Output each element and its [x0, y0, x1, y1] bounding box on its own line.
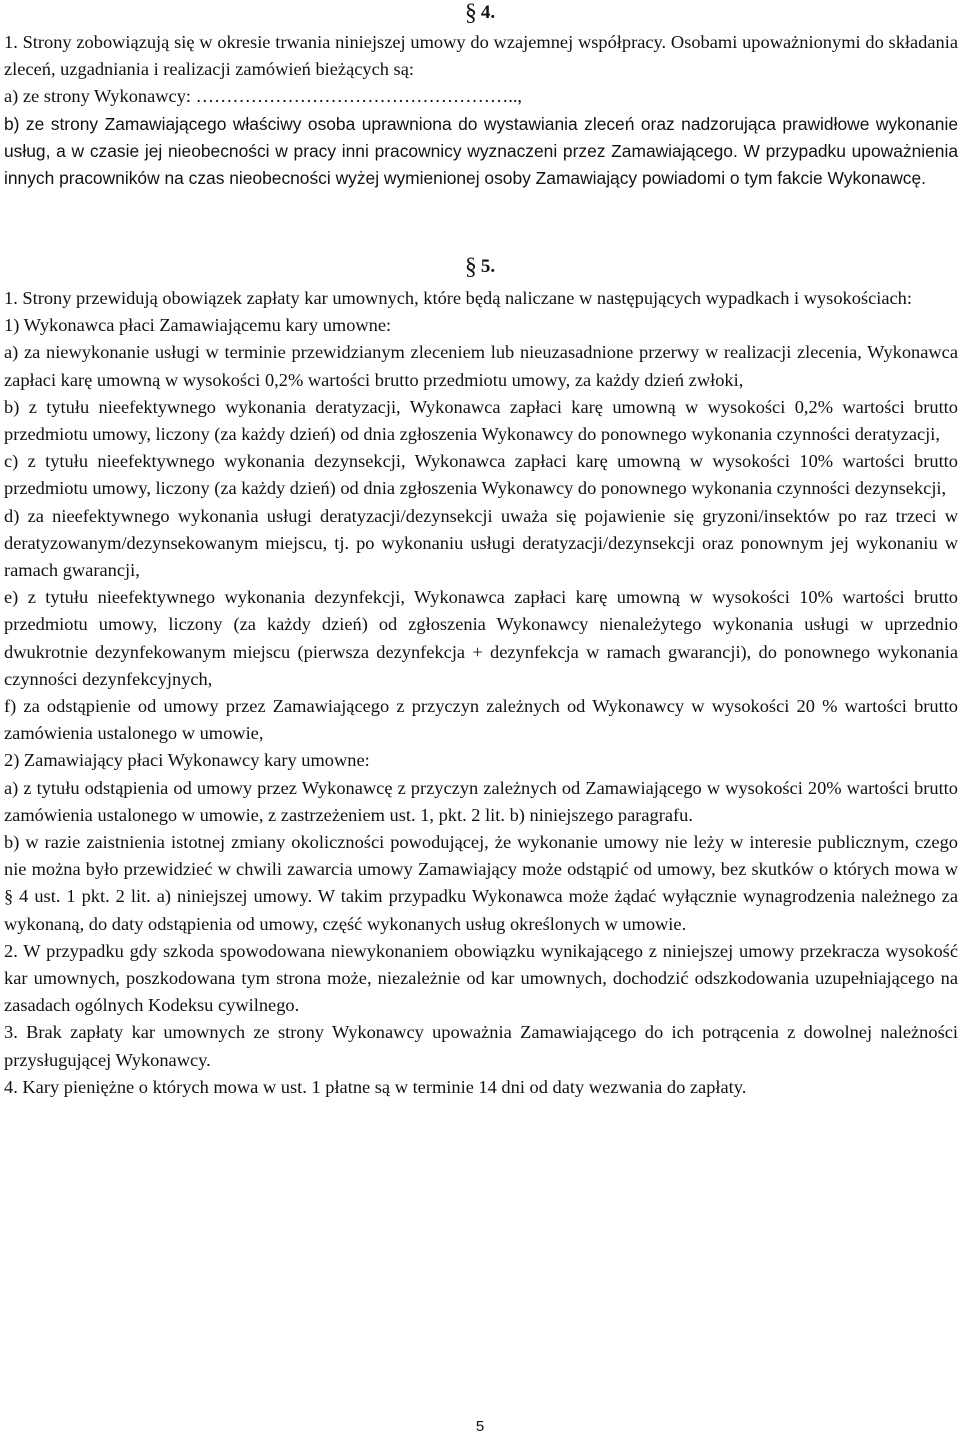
- paragraph: b) z tytułu nieefektywnego wykonania deratyzacji, Wykonawca zapłaci karę umowną w wysokości 0,2% wartości brutto przedmiotu umowy, liczony (za każdy dzień) od dnia zgłoszenia Wykonawcy do ponownego wykonania czynności deratyzacji,: [4, 396, 958, 445]
- section-symbol: §: [464, 0, 477, 26]
- paragraph: c) z tytułu nieefektywnego wykonania dezynsekcji, Wykonawca zapłaci karę umowną w wysokości 10% wartości brutto przedmiotu umowy, liczony (za każdy dzień) od dnia zgłoszenia Wykonawcy do ponownego wykonania czynności dezynsekcji,: [4, 451, 958, 499]
- paragraph: 1. Strony zobowiązują się w okresie trwania niniejszej umowy do wzajemnej współpracy. Osobami upoważnionymi do składania zleceń, uzgadniania i realizacji zamówień bieżących są:: [4, 32, 958, 80]
- paragraph: a) ze strony Wykonawcy: ……………………………………………..,: [4, 86, 523, 107]
- paragraph: 4. Kary pieniężne o których mowa w ust. 1 płatne są w terminie 14 dni od daty wezwania do zapłaty.: [4, 1076, 747, 1097]
- paragraph: b) ze strony Zamawiającego właściwy osoba uprawniona do wystawiania zleceń oraz nadzorująca prawidłowe wykonanie usług, a w czasie jej nieobecności w pracy inni pracownicy wyznaczeni przez Zamawiającego. W przypadku upoważnienia innych pracowników na czas nieobecności wyżej wymienionej osoby Zamawiający powiadomi o tym fakcie Wykonawcę.: [4, 113, 958, 189]
- section-4-body: [4, 29, 958, 192]
- paragraph: b) w razie zaistnienia istotnej zmiany okoliczności powodującej, że wykonanie umowy nie leży w interesie publicznym, czego nie można było przewidzieć w chwili zawarcia umowy Zamawiający może odstąpić od umowy, bez skutków o których mowa w § 4 ust. 1 pkt. 2 lit. a) niniejszej umowy. W takim przypadku Wykonawca może żądać wyłącznie wynagrodzenia należnego za wykonaną, do daty odstąpienia od umowy, część wykonanych usług określonych w umowie.: [4, 832, 958, 934]
- paragraph: a) z tytułu odstąpienia od umowy przez Wykonawcę z przyczyn zależnych od Zamawiającego w wysokości 20% wartości brutto zamówienia ustalonego w umowie, z zastrzeżeniem ust. 1, pkt. 2 lit. b) niniejszego paragrafu.: [4, 777, 958, 825]
- paragraph: f) za odstąpienie od umowy przez Zamawiającego z przyczyn zależnych od Wykonawcy w wysokości 20 % wartości brutto zamówienia ustalonego w umowie,: [4, 696, 958, 744]
- section-5-body: [4, 285, 958, 1101]
- paragraph: a) za niewykonanie usługi w terminie przewidzianym zleceniem lub nieuzasadnione przerwy w realizacji zlecenia, Wykonawca zapłaci karę umowną w wysokości 0,2% wartości brutto przedmiotu umowy, za każdy dzień zwłoki,: [4, 342, 958, 390]
- paragraph: 2) Zamawiający płaci Wykonawcy kary umowne:: [4, 750, 370, 771]
- paragraph: d) za nieefektywnego wykonania usługi deratyzacji/dezynsekcji uważa się pojawienie się gryzoni/insektów po raz trzeci w deratyzowanym/dezynsekowanym miejscu, tj. po wykonaniu usługi deratyzacji/dezynsekcji oraz ponownym jej wykonaniu w ramach gwarancji,: [4, 505, 958, 581]
- paragraph: 3. Brak zapłaty kar umownych ze strony Wykonawcy upoważnia Zamawiającego do ich potrącenia z dowolnej należności przysługującej Wykonawcy.: [4, 1022, 958, 1070]
- paragraph: 1. Strony przewidują obowiązek zapłaty kar umownych, które będą naliczane w następujących wypadkach i wysokościach:: [4, 288, 912, 308]
- section-4-heading: [0, 0, 960, 27]
- section-5-heading: [0, 254, 960, 281]
- page-number: 5: [475, 1418, 485, 1435]
- section-number: 4.: [480, 2, 496, 23]
- section-symbol: §: [464, 254, 477, 280]
- paragraph: e) z tytułu nieefektywnego wykonania dezynfekcji, Wykonawca zapłaci karę umowną w wysokości 10% wartości brutto przedmiotu umowy, liczony (za każdy dzień) od zgłoszenia Wykonawcy nienależytego wykonania usługi w uprzednio dwukrotnie dezynfekowanym miejscu (pierwsza dezynfekcja + dezynfekcja w ramach gwarancji), do ponownego wykonania czynności dezynfekcyjnych,: [4, 587, 958, 689]
- paragraph: 2. W przypadku gdy szkoda spowodowana niewykonaniem obowiązku wynikającego z niniejszej umowy przekracza wysokość kar umownych, poszkodowana tym strona może, niezależnie od kar umownych, dochodzić odszkodowania uzupełniającego na zasadach ogólnych Kodeksu cywilnego.: [4, 940, 958, 1016]
- paragraph: 1) Wykonawca płaci Zamawiającemu kary umowne:: [4, 315, 392, 336]
- section-number: 5.: [480, 256, 496, 277]
